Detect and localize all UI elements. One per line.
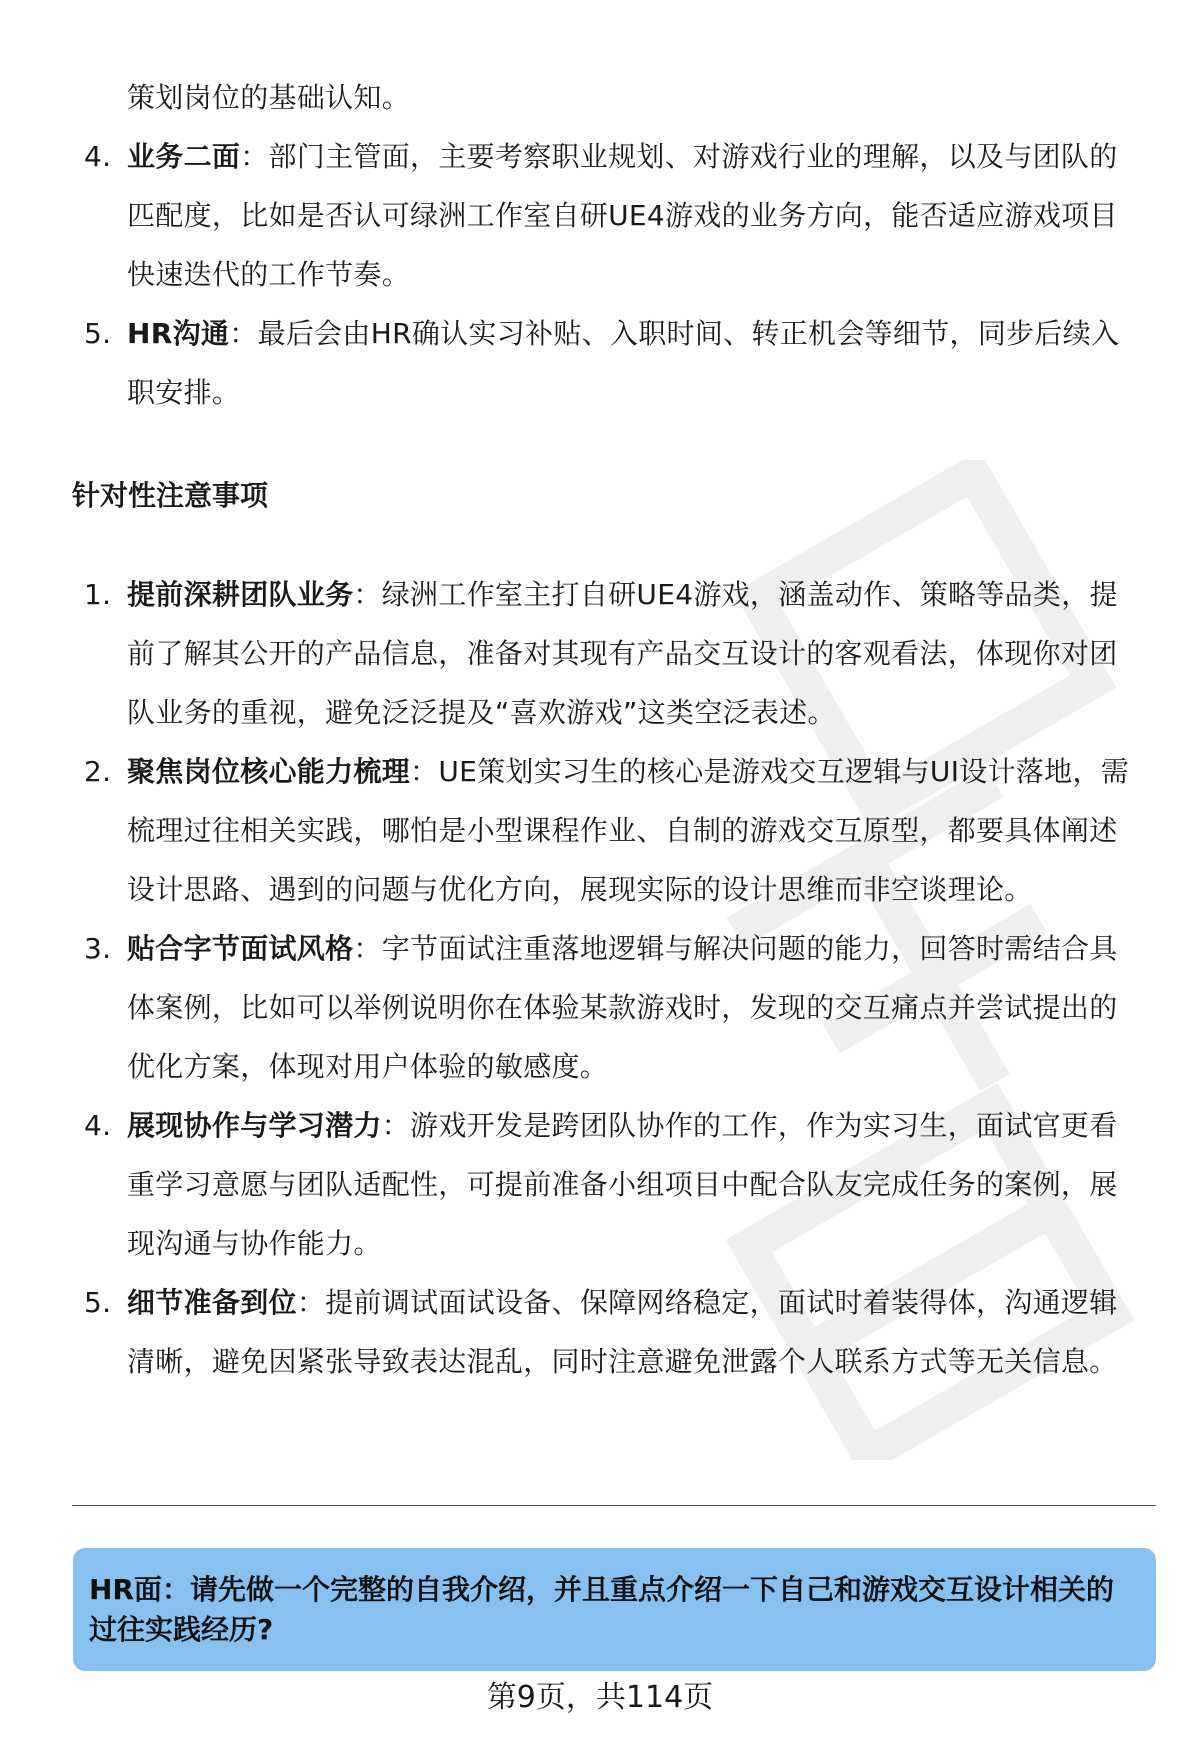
list-item xyxy=(0,304,1200,422)
page-number: 第9页，共114页 xyxy=(486,1680,714,1715)
item-text: 游戏开发是跨团队协作的工作，作为实习生，面试官更看重学习意愿与团队适配性，可提前准备小组项目中配合队友完成任务的案例，展现沟通与协作能力。 xyxy=(127,1109,1118,1260)
question-callout xyxy=(73,1548,1156,1671)
item-separator: ： xyxy=(229,317,258,350)
item-text: 提前调试面试设备、保障网络稳定，面试时着装得体，沟通逻辑清晰，避免因紧张导致表达混乱，同时注意避免泄露个人联系方式等无关信息。 xyxy=(127,1286,1118,1378)
page-footer xyxy=(0,1676,1200,1720)
list-number: 5. xyxy=(84,1286,112,1319)
list-item xyxy=(0,1273,1200,1391)
item-text: 部门主管面，主要考察职业规划、对游戏行业的理解，以及与团队的匹配度，比如是否认可绿洲工作室自研UE4游戏的业务方向，能否适应游戏项目快速迭代的工作节奏。 xyxy=(127,140,1118,291)
item-separator: ： xyxy=(353,578,382,611)
list-number: 5. xyxy=(84,317,112,350)
item-term: 业务二面 xyxy=(127,140,241,173)
item-term: 展现协作与学习潜力 xyxy=(127,1109,382,1142)
continuation-text: 策划岗位的基础认知。 xyxy=(127,81,411,114)
item-text: UE策划实习生的核心是游戏交互逻辑与UI设计落地，需梳理过往相关实践，哪怕是小型课程作业、自制的游戏交互原型，都要具体阐述设计思路、遇到的问题与优化方向，展现实际的设计思维而非空谈理论。 xyxy=(127,755,1130,906)
list-number: 1. xyxy=(84,578,112,611)
item-text: 绿洲工作室主打自研UE4游戏，涵盖动作、策略等品类，提前了解其公开的产品信息，准备对其现有产品交互设计的客观看法，体现你对团队业务的重视，避免泛泛提及“喜欢游戏”这类空泛表述。 xyxy=(127,578,1118,729)
list-item xyxy=(0,127,1200,304)
list-item xyxy=(0,919,1200,1096)
list-number: 3. xyxy=(84,932,112,965)
item-separator: ： xyxy=(353,932,382,965)
item-term: HR沟通 xyxy=(127,317,230,350)
section-divider xyxy=(72,1505,1156,1506)
item-term: 贴合字节面试风格 xyxy=(127,932,354,965)
callout-text: HR面：请先做一个完整的自我介绍，并且重点介绍一下自己和游戏交互设计相关的过往实践经历? xyxy=(89,1573,1114,1646)
prev-continuation xyxy=(0,68,1200,127)
prev-list xyxy=(0,68,1200,422)
item-separator: ： xyxy=(410,755,439,788)
item-text: 字节面试注重落地逻辑与解决问题的能力，回答时需结合具体案例，比如可以举例说明你在体验某款游戏时，发现的交互痛点并尝试提出的优化方案，体现对用户体验的敏感度。 xyxy=(127,932,1118,1083)
item-separator: ： xyxy=(381,1109,411,1142)
item-term: 提前深耕团队业务 xyxy=(127,578,354,611)
item-term: 聚焦岗位核心能力梳理 xyxy=(127,755,411,788)
list-number: 4. xyxy=(84,1109,112,1142)
list-item xyxy=(0,1096,1200,1273)
item-separator: ： xyxy=(240,140,269,173)
list-number: 2. xyxy=(84,755,112,788)
list-item xyxy=(0,742,1200,919)
item-separator: ： xyxy=(296,1286,326,1319)
list-item xyxy=(0,565,1200,742)
item-text: 最后会由HR确认实习补贴、入职时间、转正机会等细节，同步后续入职安排。 xyxy=(127,317,1120,409)
notes-list xyxy=(0,565,1200,1391)
list-number: 4. xyxy=(84,140,112,173)
item-term: 细节准备到位 xyxy=(127,1286,297,1319)
section-title: 针对性注意事项 xyxy=(72,479,269,512)
